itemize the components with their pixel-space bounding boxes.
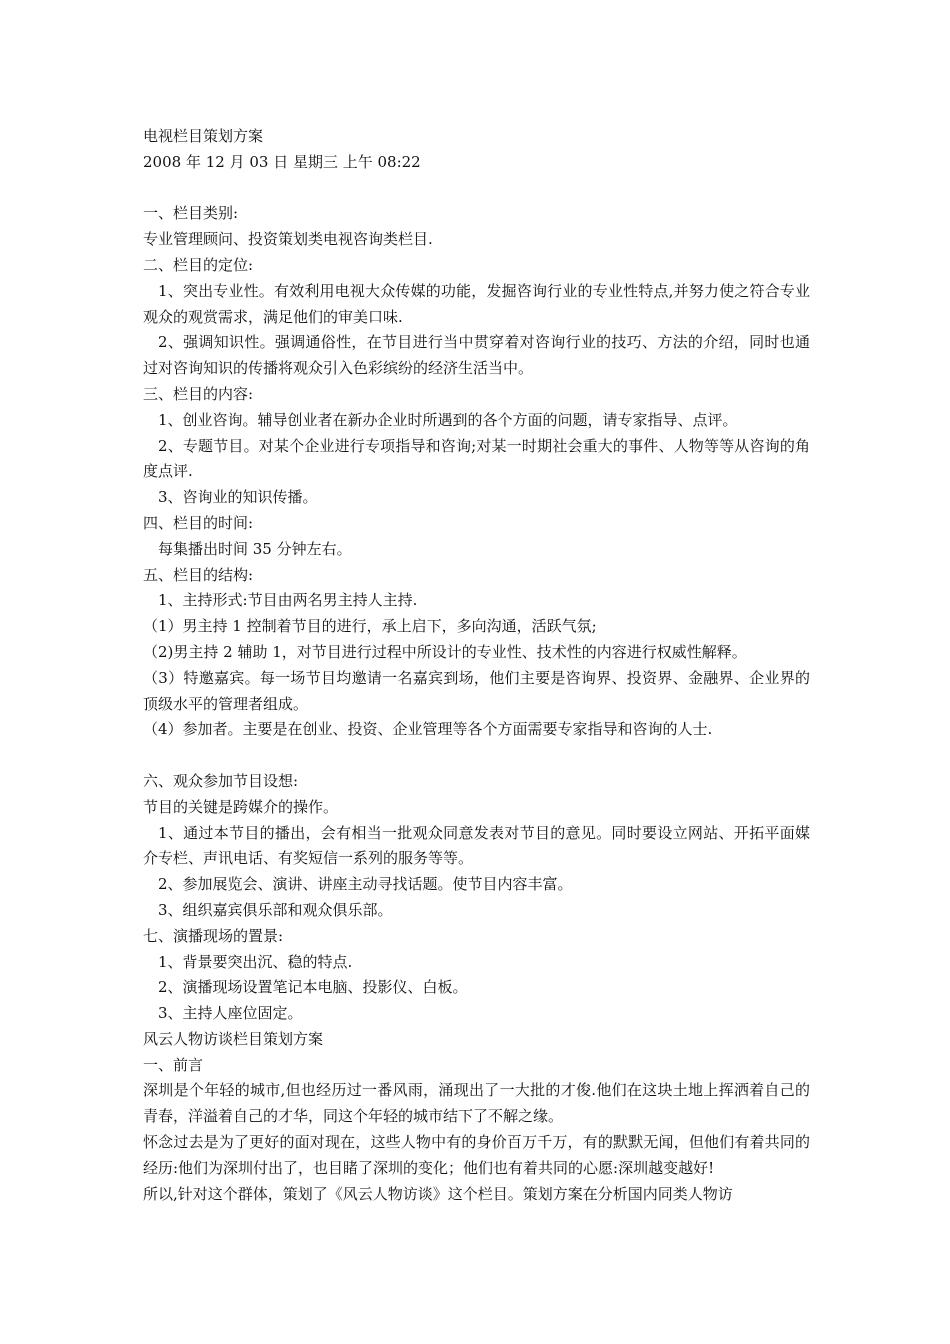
document-title: 电视栏目策划方案 [143, 127, 264, 145]
paragraph: 2、专题节目。对某个企业进行专项指导和咨询;对某一时期社会重大的事件、人物等等从咨询的角度点评. [143, 436, 810, 481]
blank-line [143, 743, 810, 769]
section-heading: 一、栏目类别: [143, 204, 239, 223]
paragraph: 深圳是个年轻的城市,但也经历过一番风雨，涌现出了一大批的才俊.他们在这块土地上挥洒着自己的青春，洋溢着自己的才华，同这个年轻的城市结下了不解之缘。 [143, 1081, 810, 1126]
document-title-2: 风云人物访谈栏目策划方案 [143, 1029, 324, 1048]
section-heading: 六、观众参加节目设想: [143, 771, 299, 790]
section-heading: 一、前言 [143, 1055, 204, 1074]
section-heading: 七、演播现场的置景: [143, 926, 284, 945]
section-heading: 二、栏目的定位: [143, 255, 254, 274]
paragraph: 1、创业咨询。辅导创业者在新办企业时所遇到的各个方面的问题，请专家指导、点评。 [158, 410, 738, 429]
paragraph: 1、突出专业性。有效利用电视大众传媒的功能，发掘咨询行业的专业性特点,并努力使之符合专业观众的观赏需求，满足他们的审美口味. [143, 281, 810, 326]
paragraph: 3、组织嘉宾俱乐部和观众俱乐部。 [158, 900, 393, 919]
paragraph: 节目的关键是跨媒介的操作。 [143, 797, 339, 816]
document-page [143, 124, 810, 1207]
paragraph: 2、演播现场设置笔记本电脑、投影仪、白板。 [158, 978, 468, 997]
blank-line [143, 176, 810, 202]
paragraph: （4）参加者。主要是在创业、投资、企业管理等各个方面需要专家指导和咨询的人士. [143, 720, 713, 739]
paragraph: 3、主持人座位固定。 [158, 1004, 303, 1023]
paragraph: 专业管理顾问、投资策划类电视咨询类栏目. [143, 230, 433, 249]
paragraph: 1、主持形式:节目由两名男主持人主持. [158, 591, 418, 610]
paragraph: 怀念过去是为了更好的面对现在，这些人物中有的身价百万千万，有的默默无闻，但他们有着共同的经历:他们为深圳付出了，也目睹了深圳的变化；他们也有着共同的心愿:深圳越变越好! [143, 1133, 810, 1177]
paragraph: 1、背景要突出沉、稳的特点. [158, 952, 353, 971]
paragraph: 3、咨询业的知识传播。 [158, 488, 318, 507]
paragraph: 所以,针对这个群体，策划了《风云人物访谈》这个栏目。策划方案在分析国内同类人物访 [143, 1184, 733, 1203]
paragraph: 2、参加展览会、演讲、讲座主动寻找话题。使节目内容丰富。 [158, 875, 573, 894]
paragraph: 1、通过本节目的播出，会有相当一批观众同意发表对节目的意见。同时要设立网站、开拓平面媒介专栏、声讯电话、有奖短信一系列的服务等等。 [143, 823, 810, 868]
document-date: 2008 年 12 月 03 日 星期三 上午 08:22 [143, 152, 421, 171]
section-heading: 三、栏目的内容: [143, 384, 254, 403]
paragraph: （3）特邀嘉宾。每一场节目均邀请一名嘉宾到场，他们主要是咨询界、投资界、金融界、企业界的顶级水平的管理者组成。 [143, 668, 810, 713]
section-heading: 五、栏目的结构: [143, 565, 254, 584]
section-heading: 四、栏目的时间: [143, 513, 254, 532]
paragraph: 每集播出时间 35 分钟左右。 [158, 539, 352, 558]
paragraph: 2、强调知识性。强调通俗性，在节目进行当中贯穿着对咨询行业的技巧、方法的介绍，同时也通过对咨询知识的传播将观众引入色彩缤纷的经济生活当中。 [143, 333, 810, 378]
paragraph: （2)男主持 2 辅助 1，对节目进行过程中所设计的专业性、技术性的内容进行权威性解释。 [143, 642, 747, 661]
paragraph: （1）男主持 1 控制着节目的进行，承上启下，多向沟通，活跃气氛; [143, 617, 597, 636]
